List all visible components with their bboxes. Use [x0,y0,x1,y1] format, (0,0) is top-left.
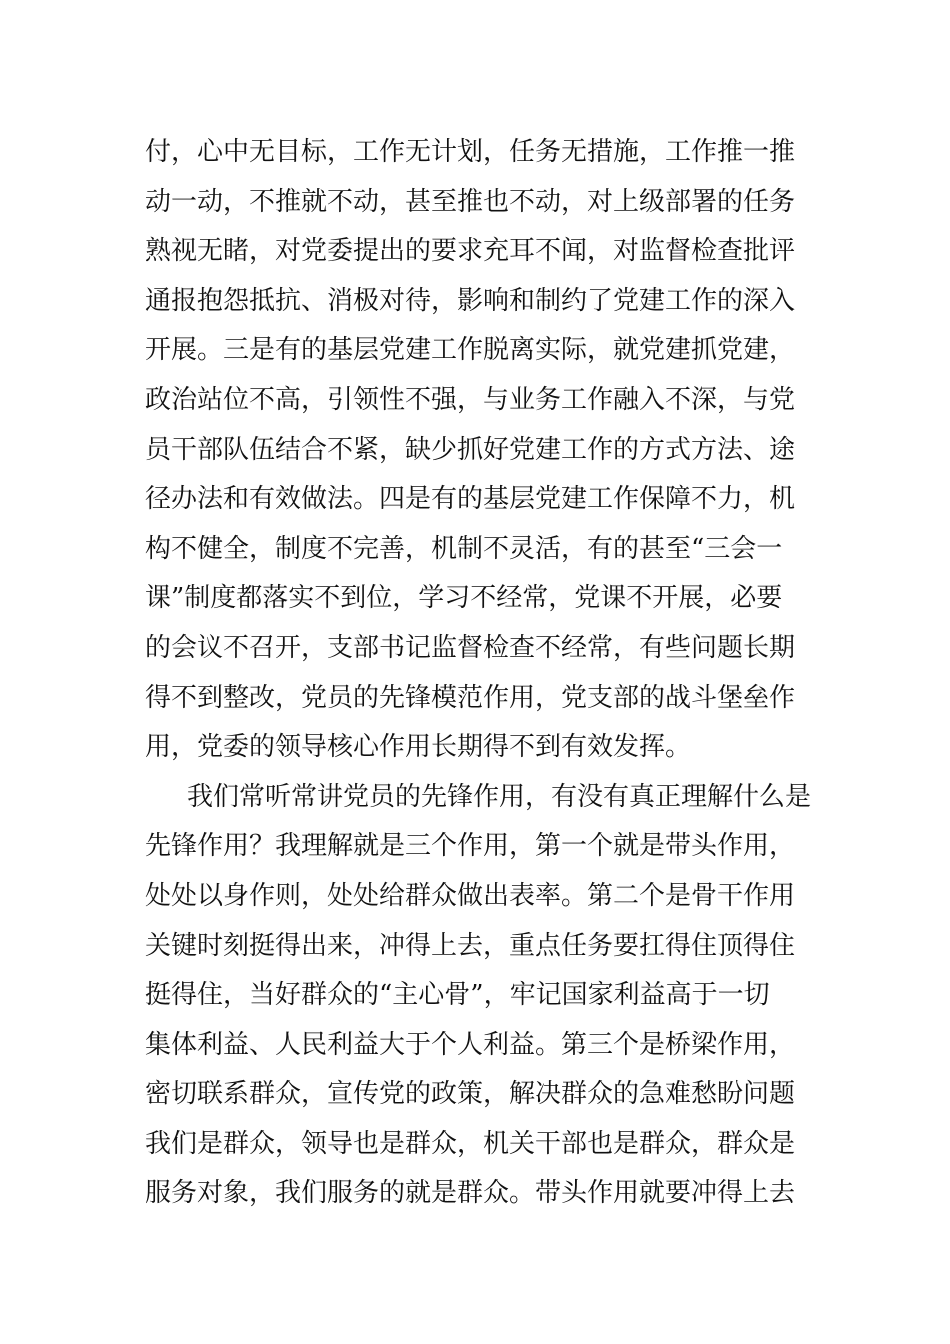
text-line: 的会议不召开，支部书记监督检查不经常，有些问题长期 [145,632,796,663]
text-line: 通报抱怨抵抗、消极对待，影响和制约了党建工作的深入 [145,285,796,316]
paragraph-2 [145,773,815,1219]
text-line: 付，心中无目标，工作无计划，任务无措施，工作推一推 [145,137,796,167]
text-line-first: 我们常听常讲党员的先锋作用，有没有真正理解什么是 [187,781,812,812]
text-line: 服务对象，我们服务的就是群众。带头作用就要冲得上去 [145,1178,796,1209]
text-line: 关键时刻挺得出来，冲得上去，重点任务要扛得住顶得住 [145,930,796,961]
text-line: 处处以身作则，处处给群众做出表率。第二个是骨干作用 [145,880,796,911]
text-line: 密切联系群众，宣传党的政策，解决群众的急难愁盼问题 [145,1079,796,1110]
text-line: 挺得住，当好群众的“主心骨”，牢记国家利益高于一切 [145,980,770,1011]
text-line: 得不到整改，党员的先锋模范作用，党支部的战斗堡垒作 [145,682,796,713]
text-line: 集体利益、人民利益大于个人利益。第三个是桥梁作用， [145,1029,796,1060]
text-line: 我们是群众，领导也是群众，机关干部也是群众，群众是 [145,1128,796,1159]
text-line: 用，党委的领导核心作用长期得不到有效发挥。 [145,732,692,763]
text-line: 员干部队伍结合不紧，缺少抓好党建工作的方式方法、途 [145,434,796,465]
text-line: 径办法和有效做法。四是有的基层党建工作保障不力，机 [145,484,796,515]
text-line: 动一动，不推就不动，甚至推也不动，对上级部署的任务 [145,186,796,217]
text-line: 熟视无睹，对党委提出的要求充耳不闻，对监督检查批评 [145,236,796,267]
document-body [145,128,815,1219]
text-line: 开展。三是有的基层党建工作脱离实际，就党建抓党建， [145,335,796,366]
paragraph-1 [145,128,815,773]
text-line: 政治站位不高，引领性不强，与业务工作融入不深，与党 [145,384,796,415]
text-line: 课”制度都落实不到位，学习不经常，党课不开展，必要 [145,583,783,614]
text-line: 构不健全，制度不完善，机制不灵活，有的甚至“三会一 [145,533,783,564]
text-line: 先锋作用？我理解就是三个作用，第一个就是带头作用， [145,831,796,862]
